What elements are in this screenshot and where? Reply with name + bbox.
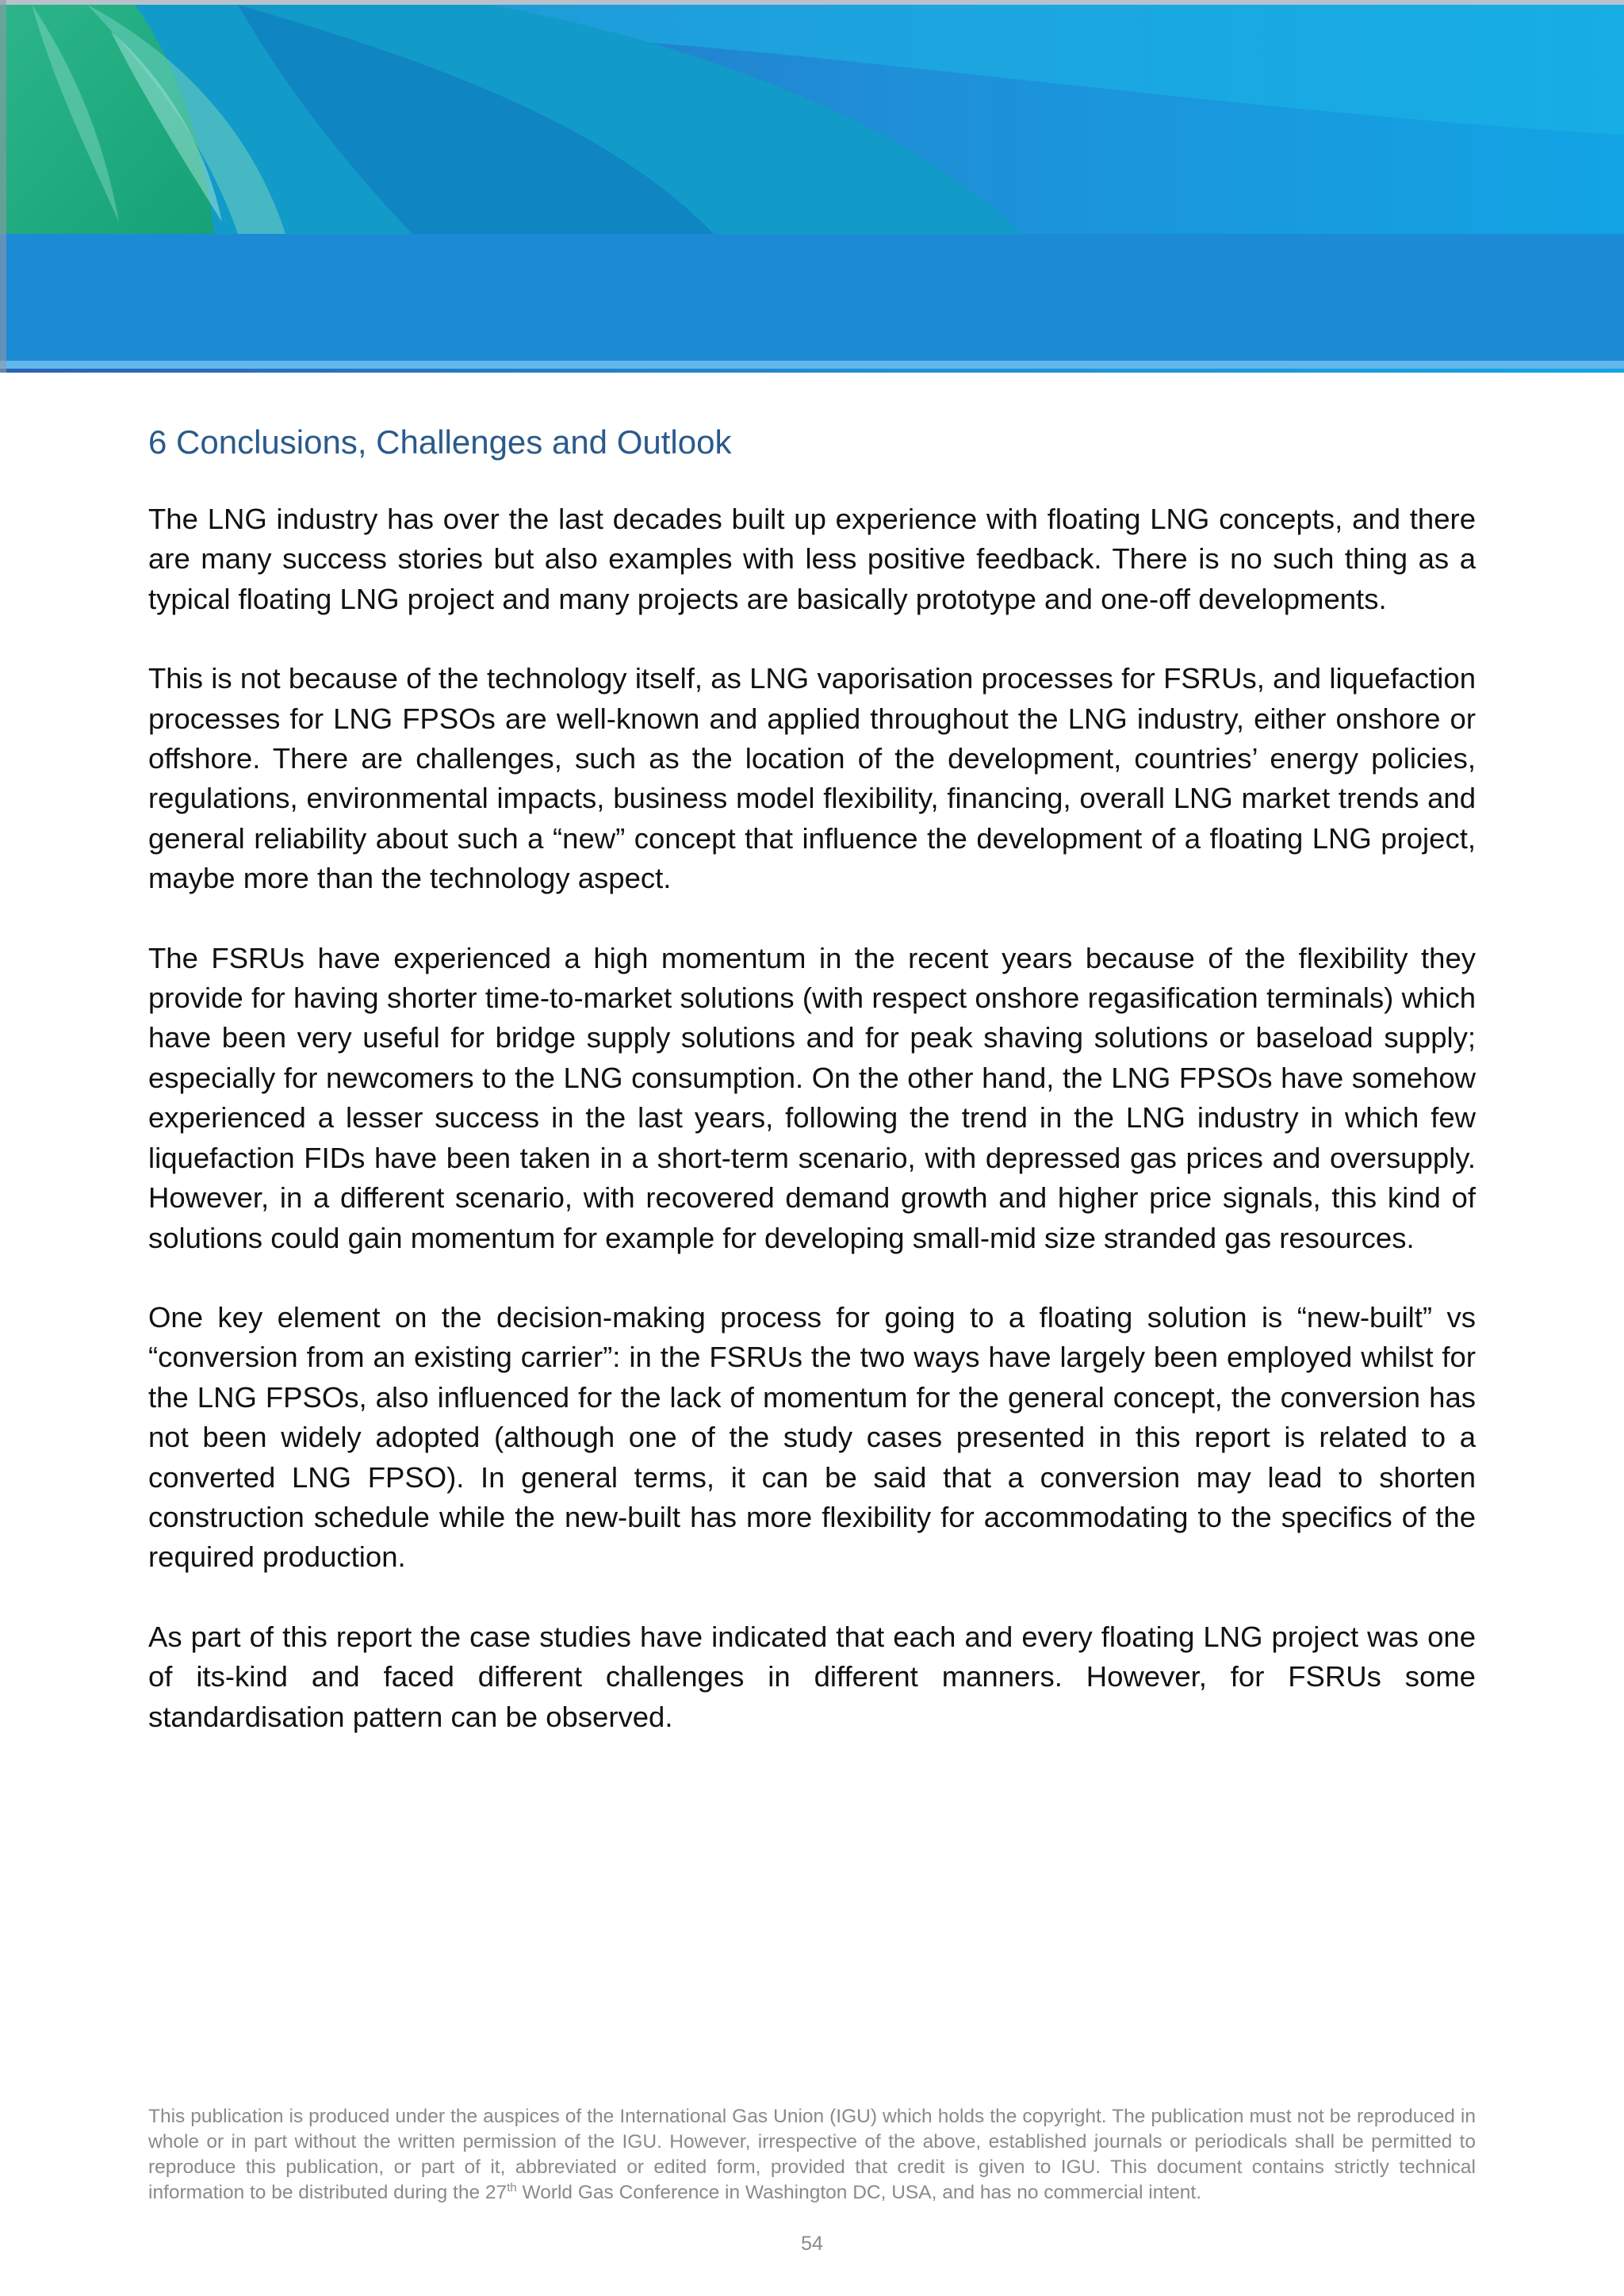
main-content bbox=[148, 420, 1476, 1777]
copyright-footer bbox=[148, 2104, 1476, 2206]
paragraph-3: The FSRUs have experienced a high momentum in the recent years because of the flexibility they provide for having shorter time-to-market solutions (with respect onshore regasification terminals) which have been very useful for bridge supply solutions and for peak shaving solutions or baseload supply; especially for newcomers to the LNG consumption. On the other hand, the LNG FPSOs have somehow experienced a lesser success in the last years, following the trend in the LNG industry in which few liquefaction FIDs have been taken in a short-term scenario, with depressed gas prices and oversupply. However, in a different scenario, with recovered demand growth and higher price signals, this kind of solutions could gain momentum for example for developing small-mid size stranded gas resources. bbox=[148, 941, 1476, 1254]
section-heading: 6 Conclusions, Challenges and Outlook bbox=[148, 423, 732, 461]
footer-text-end: World Gas Conference in Washington DC, USA, and has no commercial intent. bbox=[516, 2182, 1202, 2203]
paragraph-5: As part of this report the case studies have indicated that each and every floating LNG project was one of its-kind and faced different challenges in different manners. However, for FSRUs some standardisation pattern can be observed. bbox=[148, 1620, 1476, 1733]
banner-graphic bbox=[0, 0, 1624, 373]
header-banner bbox=[0, 0, 1624, 373]
paragraph-1: The LNG industry has over the last decades built up experience with floating LNG concepts, and there are many success stories but also examples with less positive feedback. There is no such thing as a typical floating LNG project and many projects are basically prototype and one-off developments. bbox=[148, 503, 1476, 615]
paragraph-4: One key element on the decision-making process for going to a floating solution is “new-built” vs “conversion from an existing carrier”: in the FSRUs the two ways have largely been employed whilst for the LNG FPSOs, also influenced for the lack of momentum for the general concept, the conversion has not been widely adopted (although one of the study cases presented in this report is related to a converted LNG FPSO). In general terms, it can be said that a conversion may lead to shorten construction schedule while the new-built has more flexibility for accommodating to the specifics of the required production. bbox=[148, 1300, 1476, 1574]
footer-superscript: th bbox=[507, 2180, 517, 2195]
footer-text-main: This publication is produced under the auspices of the International Gas Union (IGU) which holds the copyright. The publication must not be reproduced in whole or in part without the written permission of the IGU. However, irrespective of the above, established journals or periodicals shall be permitted to reproduce this publication, or part of it, abbreviated or edited form, provided that credit is given to IGU. This document contains strictly technical information to be distributed during the 27 bbox=[148, 2106, 1476, 2203]
paragraph-2: This is not because of the technology itself, as LNG vaporisation processes for FSRUs, and liquefaction processes for LNG FPSOs are well-known and applied throughout the LNG industry, either onshore or offshore. There are challenges, such as the location of the development, countries’ energy policies, regulations, environmental impacts, business model flexibility, financing, overall LNG market trends and general reliability about such a “new” concept that influence the development of a floating LNG project, maybe more than the technology aspect. bbox=[148, 662, 1476, 895]
page-number: 54 bbox=[801, 2233, 823, 2255]
